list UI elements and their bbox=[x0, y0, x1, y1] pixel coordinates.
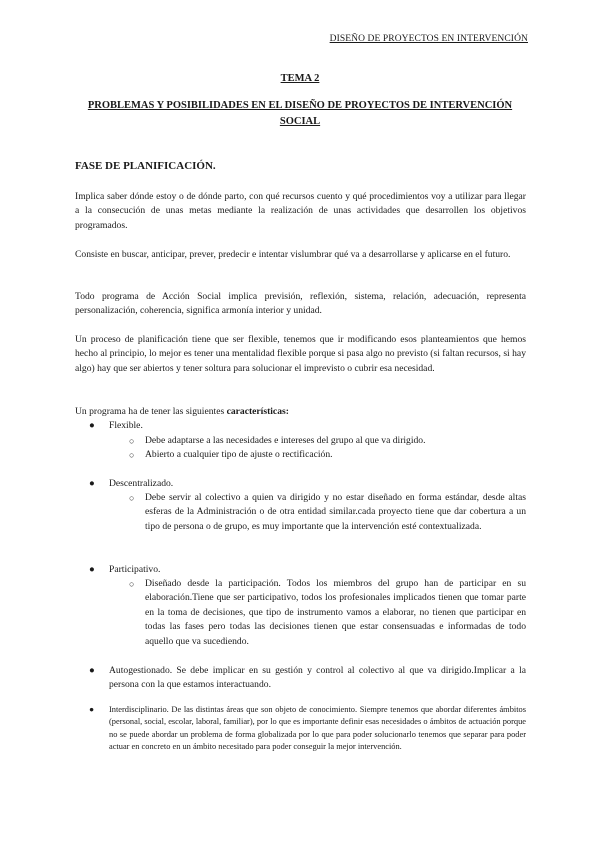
sub-item: Abierto a cualquier tipo de ajuste o rectificación. bbox=[145, 449, 333, 460]
topic-number: TEMA 2 bbox=[280, 73, 320, 84]
sub-item: Debe servir al colectivo a quien va dirigido y no estar diseñado en forma estándar, desde altas esferas de la Administración o de otra entidad similar.cada proyecto tiene que dar cobertura a un tipo de persona o de grupo, es muy importante que la intervención esté contextualizada. bbox=[145, 492, 526, 532]
list-item-descentralizado: Descentralizado. bbox=[109, 478, 174, 489]
characteristics-intro-text: Un programa ha de tener las siguientes bbox=[75, 406, 227, 417]
sub-item: Diseñado desde la participación. Todos los miembros del grupo han de participar en su elaboración.Tiene que ser participativo, todos los profesionales implicados tienen que tomar parte en la toma de decisiones, que tipo de instrumento vamos a elaborar, no tienen que participar en todas las fases pero todas las decisiones tienen que estar consensuadas e informadas de todo aquello que va sucediendo. bbox=[145, 578, 526, 647]
list-item-interdisciplinario: Interdisciplinario. De las distintas áreas que son objeto de conocimiento. Siempre tenemos que abordar diferentes ámbitos (personal, social, escolar, laboral, familiar), por lo que es importante definir esas necesidades o ámbitos de actuación porque no se puede abordar un problema de forma globalizada por lo que para poder solucionarlo tenemos que separar para poder actuar en concreto en un ámbito necesitado para poder conseguir la mejor intervención. bbox=[109, 705, 526, 752]
sub-bullet-icon: ○ bbox=[129, 450, 135, 460]
section-heading: FASE DE PLANIFICACIÓN. bbox=[75, 160, 216, 172]
characteristics-intro-bold: características: bbox=[226, 406, 289, 417]
sub-item: Debe adaptarse a las necesidades e intereses del grupo al que va dirigido. bbox=[145, 435, 426, 446]
list-item-autogestionado: Autogestionado. Se debe implicar en su gestión y control al colectivo al que va dirigido.Implicar a la persona con la que estamos interactuando. bbox=[109, 665, 526, 691]
list-item-participativo: Participativo. bbox=[109, 564, 161, 575]
paragraph-2: Consiste en buscar, anticipar, prever, predecir e intentar vislumbrar qué va a desarrollarse y aplicarse en el futuro. bbox=[75, 249, 511, 260]
paragraph-3: Todo programa de Acción Social implica previsión, reflexión, sistema, relación, adecuación, representa personalización, coherencia, significa armonía interior y unidad. bbox=[75, 291, 526, 317]
bullet-icon: ● bbox=[89, 420, 95, 431]
characteristics-intro bbox=[75, 405, 526, 419]
bullet-icon: ● bbox=[89, 478, 95, 489]
bullet-icon: ● bbox=[89, 705, 95, 714]
bullet-icon: ● bbox=[89, 564, 95, 575]
sub-bullet-icon: ○ bbox=[129, 579, 135, 589]
list-item-flexible: Flexible. bbox=[109, 420, 143, 431]
paragraph-1: Implica saber dónde estoy o de dónde parto, con qué recursos cuento y qué procedimientos voy a utilizar para llegar a la consecución de unas metas mediante la realización de unas actividades que desarrollen los objetivos programados. bbox=[75, 191, 526, 231]
paragraph-4: Un proceso de planificación tiene que ser flexible, tenemos que ir modificando esos planteamientos que hemos hecho al principio, lo mejor es tener una mentalidad flexible porque si pasa algo no previsto (si faltan recursos, si hay algo) hay que ser abiertos y tener soltura para solucionar el imprevisto o cubrir esa necesidad. bbox=[75, 334, 526, 374]
sub-bullet-icon: ○ bbox=[129, 436, 135, 446]
running-header: DISEÑO DE PROYECTOS EN INTERVENCIÓN bbox=[329, 34, 528, 44]
topic-title: PROBLEMAS Y POSIBILIDADES EN EL DISEÑO DE PROYECTOS DE INTERVENCIÓN SOCIAL bbox=[87, 100, 513, 127]
sub-bullet-icon: ○ bbox=[129, 493, 135, 503]
bullet-icon: ● bbox=[89, 665, 95, 676]
